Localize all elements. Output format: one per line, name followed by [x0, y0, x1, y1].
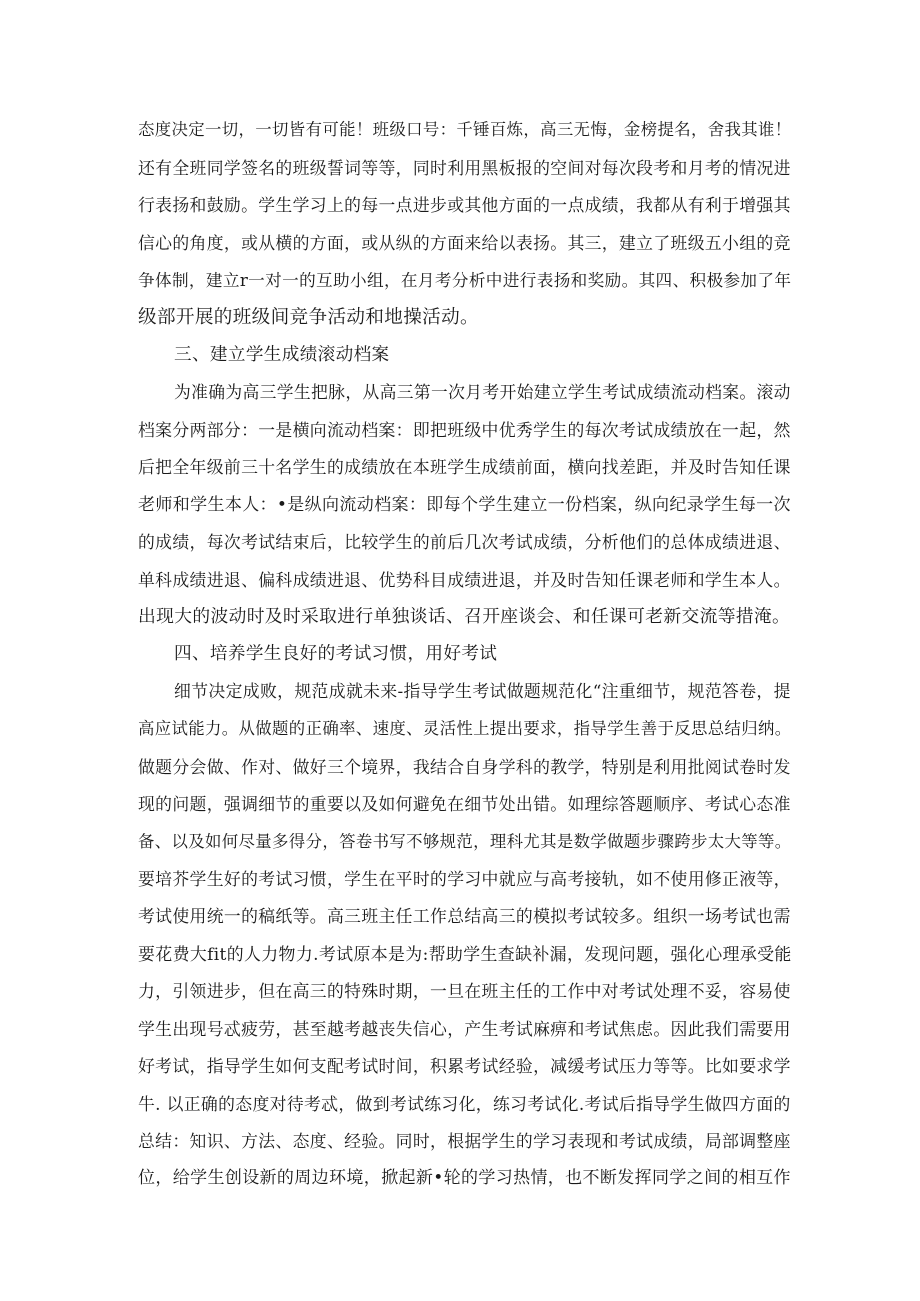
text-line: 高应试能力。从做题的正确率、速度、灵活性上提出要求，指导学生善于反思总结归纳。	[138, 719, 792, 738]
text-line: 学生出现号忒疲劳，甚至越考越丧失信心，产生考试麻痹和考试焦虑。因此我们需要用	[138, 1019, 791, 1039]
text-line: 档案分两部分：一是横向流动档案：即把班级中优秀学生的每次考试成绩放在一起，然	[138, 420, 791, 440]
text-line: 争体制，建立r一对一的互助小组，在月考分析中进行表扬和奖励。其四、积极参加了年	[138, 271, 792, 290]
text-line: 信心的角度，或从横的方面，或从纵的方面来给以表扬。其三，建立了班级五小组的竞	[138, 233, 791, 253]
text-line: 为准确为高三学生把脉，从高三第一次月考开始建立学生考试成绩流动档案。滚动	[174, 382, 791, 402]
text-line: 态度决定一切，一切皆有可能！班级口号：千锤百炼，高三无悔，金榜提名，舍我其谁！	[138, 120, 792, 139]
text-line: 备、以及如何尽量多得分，答卷书写不够规范，理科尤其是数学做题步骤跨步太大等等。	[138, 832, 792, 851]
text-line: 好考试，指导学生如何支配考试时间，积累考试经验，减缓考试压力等等。比如要求学	[138, 1056, 791, 1076]
text-line: 要花费大fit的人力物力.考试原本是为:帮助学生查缺补漏，发现问题，强化心理承受能	[138, 944, 792, 964]
text-line: 做题分会做、作对、做好三个境界，我结合自身学科的教学，特别是利用批阅试卷时发	[138, 757, 791, 777]
text-line: 后把全年级前三十名学生的成绩放在本班学生成绩前面，横向找差距，并及时告知任课	[138, 457, 791, 477]
text-line: 还有全班同学签名的班级誓词等等，同时利用黑板报的空间对每次段考和月考的情况进	[138, 158, 791, 178]
text-line: 老师和学生本人：•是纵向流动档案：即每个学生建立一份档案，纵向纪录学生每一次	[138, 495, 791, 515]
text-line: 要培芥学生好的考试习惯，学生在平时的学习中就应与高考接轨，如不使用修正液等，	[138, 869, 791, 889]
text-line: 单科成绩进退、偏科成绩进退、优势科目成绩进退，并及时告知任课老师和学生本人。	[138, 570, 791, 590]
text-line: 牛. 以正确的态度对待考忒，做到考试练习化，练习考试化.考试后指导学生做四方面的	[138, 1094, 791, 1114]
section-heading: 三、建立学生成绩滚动档案	[174, 345, 390, 365]
text-line: 现的问题，强调细节的重要以及如何避免在细节处出错。如理综答题顺序、考试心态准	[138, 794, 791, 814]
text-line: 力，引领进步，但在高三的特殊时期，一旦在班主任的工作中对考试处理不妥，容易使	[138, 981, 791, 1001]
text-line: 细节决定成败，规范成就未来-指导学生考试做题规范化“注重细节，规范答卷，提	[174, 681, 791, 701]
section-heading: 四、培养学生良好的考试习惯，用好考试	[174, 644, 498, 664]
text-line: 总结：知识、方法、态度、经验。同时，根据学生的学习表现和考试成绩，局部调整座	[138, 1131, 791, 1151]
text-line: 考试使用统一的稿纸等。高三班主任工作总结高三的模拟考试较多。组织一场考试也需	[138, 906, 791, 926]
text-line: 的成绩，每次考试结束后，比较学生的前后几次考试成绩，分析他们的总体成绩进退、	[138, 532, 791, 552]
text-line: 级部开展的班级间竞争活动和地操活动。	[138, 307, 479, 328]
text-line: 行表扬和鼓励。学生学习上的每一点进步或其他方面的一点成绩，我都从有利于增强其	[138, 195, 791, 215]
text-line: 位，给学生创设新的周边环境，掀起新•轮的学习热情，也不断发挥同学之间的相互作	[138, 1168, 791, 1188]
text-line: 出现大的波动时及时采取进行单独谈话、召开座谈会、和任课可老新交流等措淹。	[138, 606, 791, 627]
